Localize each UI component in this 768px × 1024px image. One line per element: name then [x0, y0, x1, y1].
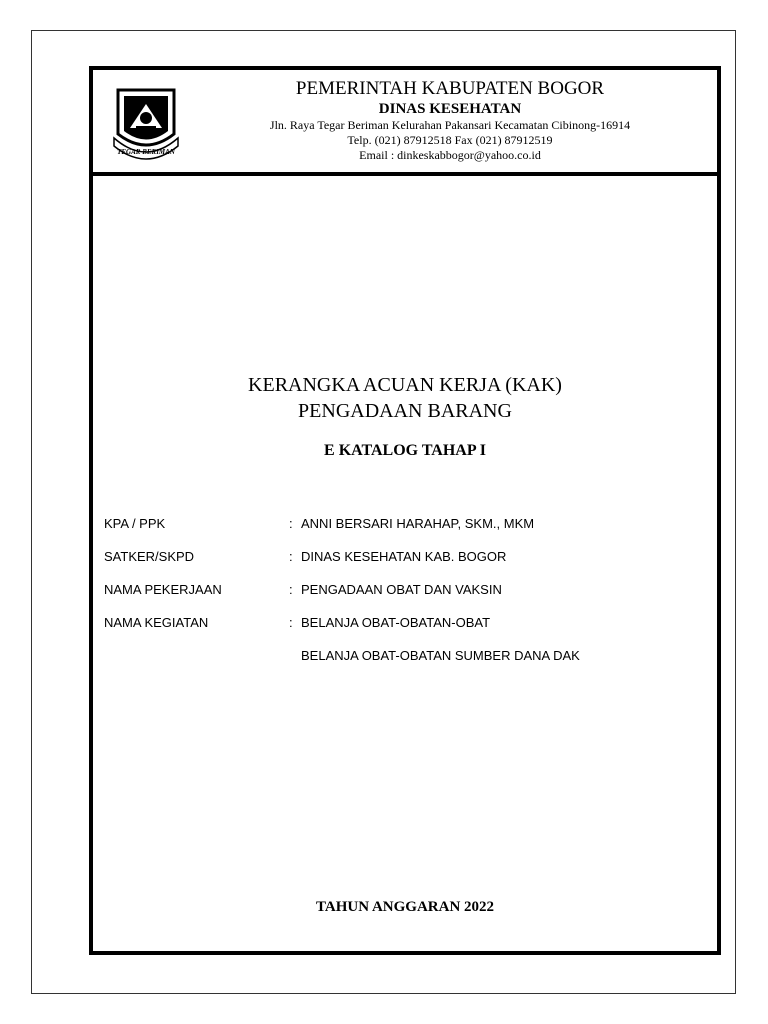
- info-value: PENGADAAN OBAT DAN VAKSIN: [301, 582, 502, 597]
- info-value: ANNI BERSARI HARAHAP, SKM., MKM: [301, 516, 535, 531]
- letterhead-text: [183, 78, 717, 163]
- info-row-kpa: [104, 516, 704, 549]
- info-label: NAMA KEGIATAN: [104, 615, 209, 630]
- info-colon: :: [289, 615, 293, 630]
- doc-title-line1: KERANGKA ACUAN KERJA (KAK): [248, 374, 562, 396]
- info-row-pekerjaan: [104, 582, 704, 615]
- document-body: [93, 176, 717, 951]
- info-colon: :: [289, 549, 293, 564]
- info-table: [104, 516, 704, 681]
- info-value: BELANJA OBAT-OBATAN-OBAT: [301, 615, 491, 630]
- doc-title-line2: PENGADAAN BARANG: [298, 400, 512, 422]
- title-block: [93, 372, 717, 460]
- info-value: DINAS KESEHATAN KAB. BOGOR: [301, 549, 507, 564]
- info-label: KPA / PPK: [104, 516, 166, 531]
- government-name: PEMERINTAH KABUPATEN BOGOR: [295, 78, 605, 99]
- emblem-motto: TEGAR BERIMAN: [117, 148, 175, 156]
- info-row-satker: [104, 549, 704, 582]
- document-frame: [89, 66, 721, 955]
- info-row-kegiatan: [104, 615, 704, 648]
- info-colon: :: [289, 582, 293, 597]
- email-line: Email : dinkeskabbogor@yahoo.co.id: [359, 148, 541, 162]
- info-row-kegiatan-cont: [104, 648, 704, 681]
- phone-line: Telp. (021) 87912518 Fax (021) 87912519: [347, 133, 553, 147]
- address-line: Jln. Raya Tegar Beriman Kelurahan Pakansari Kecamatan Cibinong-16914: [269, 118, 631, 132]
- department-name: DINAS KESEHATAN: [378, 101, 522, 117]
- doc-subtitle: E KATALOG TAHAP I: [324, 442, 486, 459]
- budget-year: TAHUN ANGGARAN 2022: [315, 899, 495, 915]
- info-label: SATKER/SKPD: [104, 549, 195, 564]
- info-value: BELANJA OBAT-OBATAN SUMBER DANA DAK: [301, 648, 580, 663]
- letterhead: [93, 70, 717, 176]
- bogor-regency-emblem-icon: [108, 82, 184, 160]
- info-label: NAMA PEKERJAAN: [104, 582, 222, 597]
- info-colon: :: [289, 516, 293, 531]
